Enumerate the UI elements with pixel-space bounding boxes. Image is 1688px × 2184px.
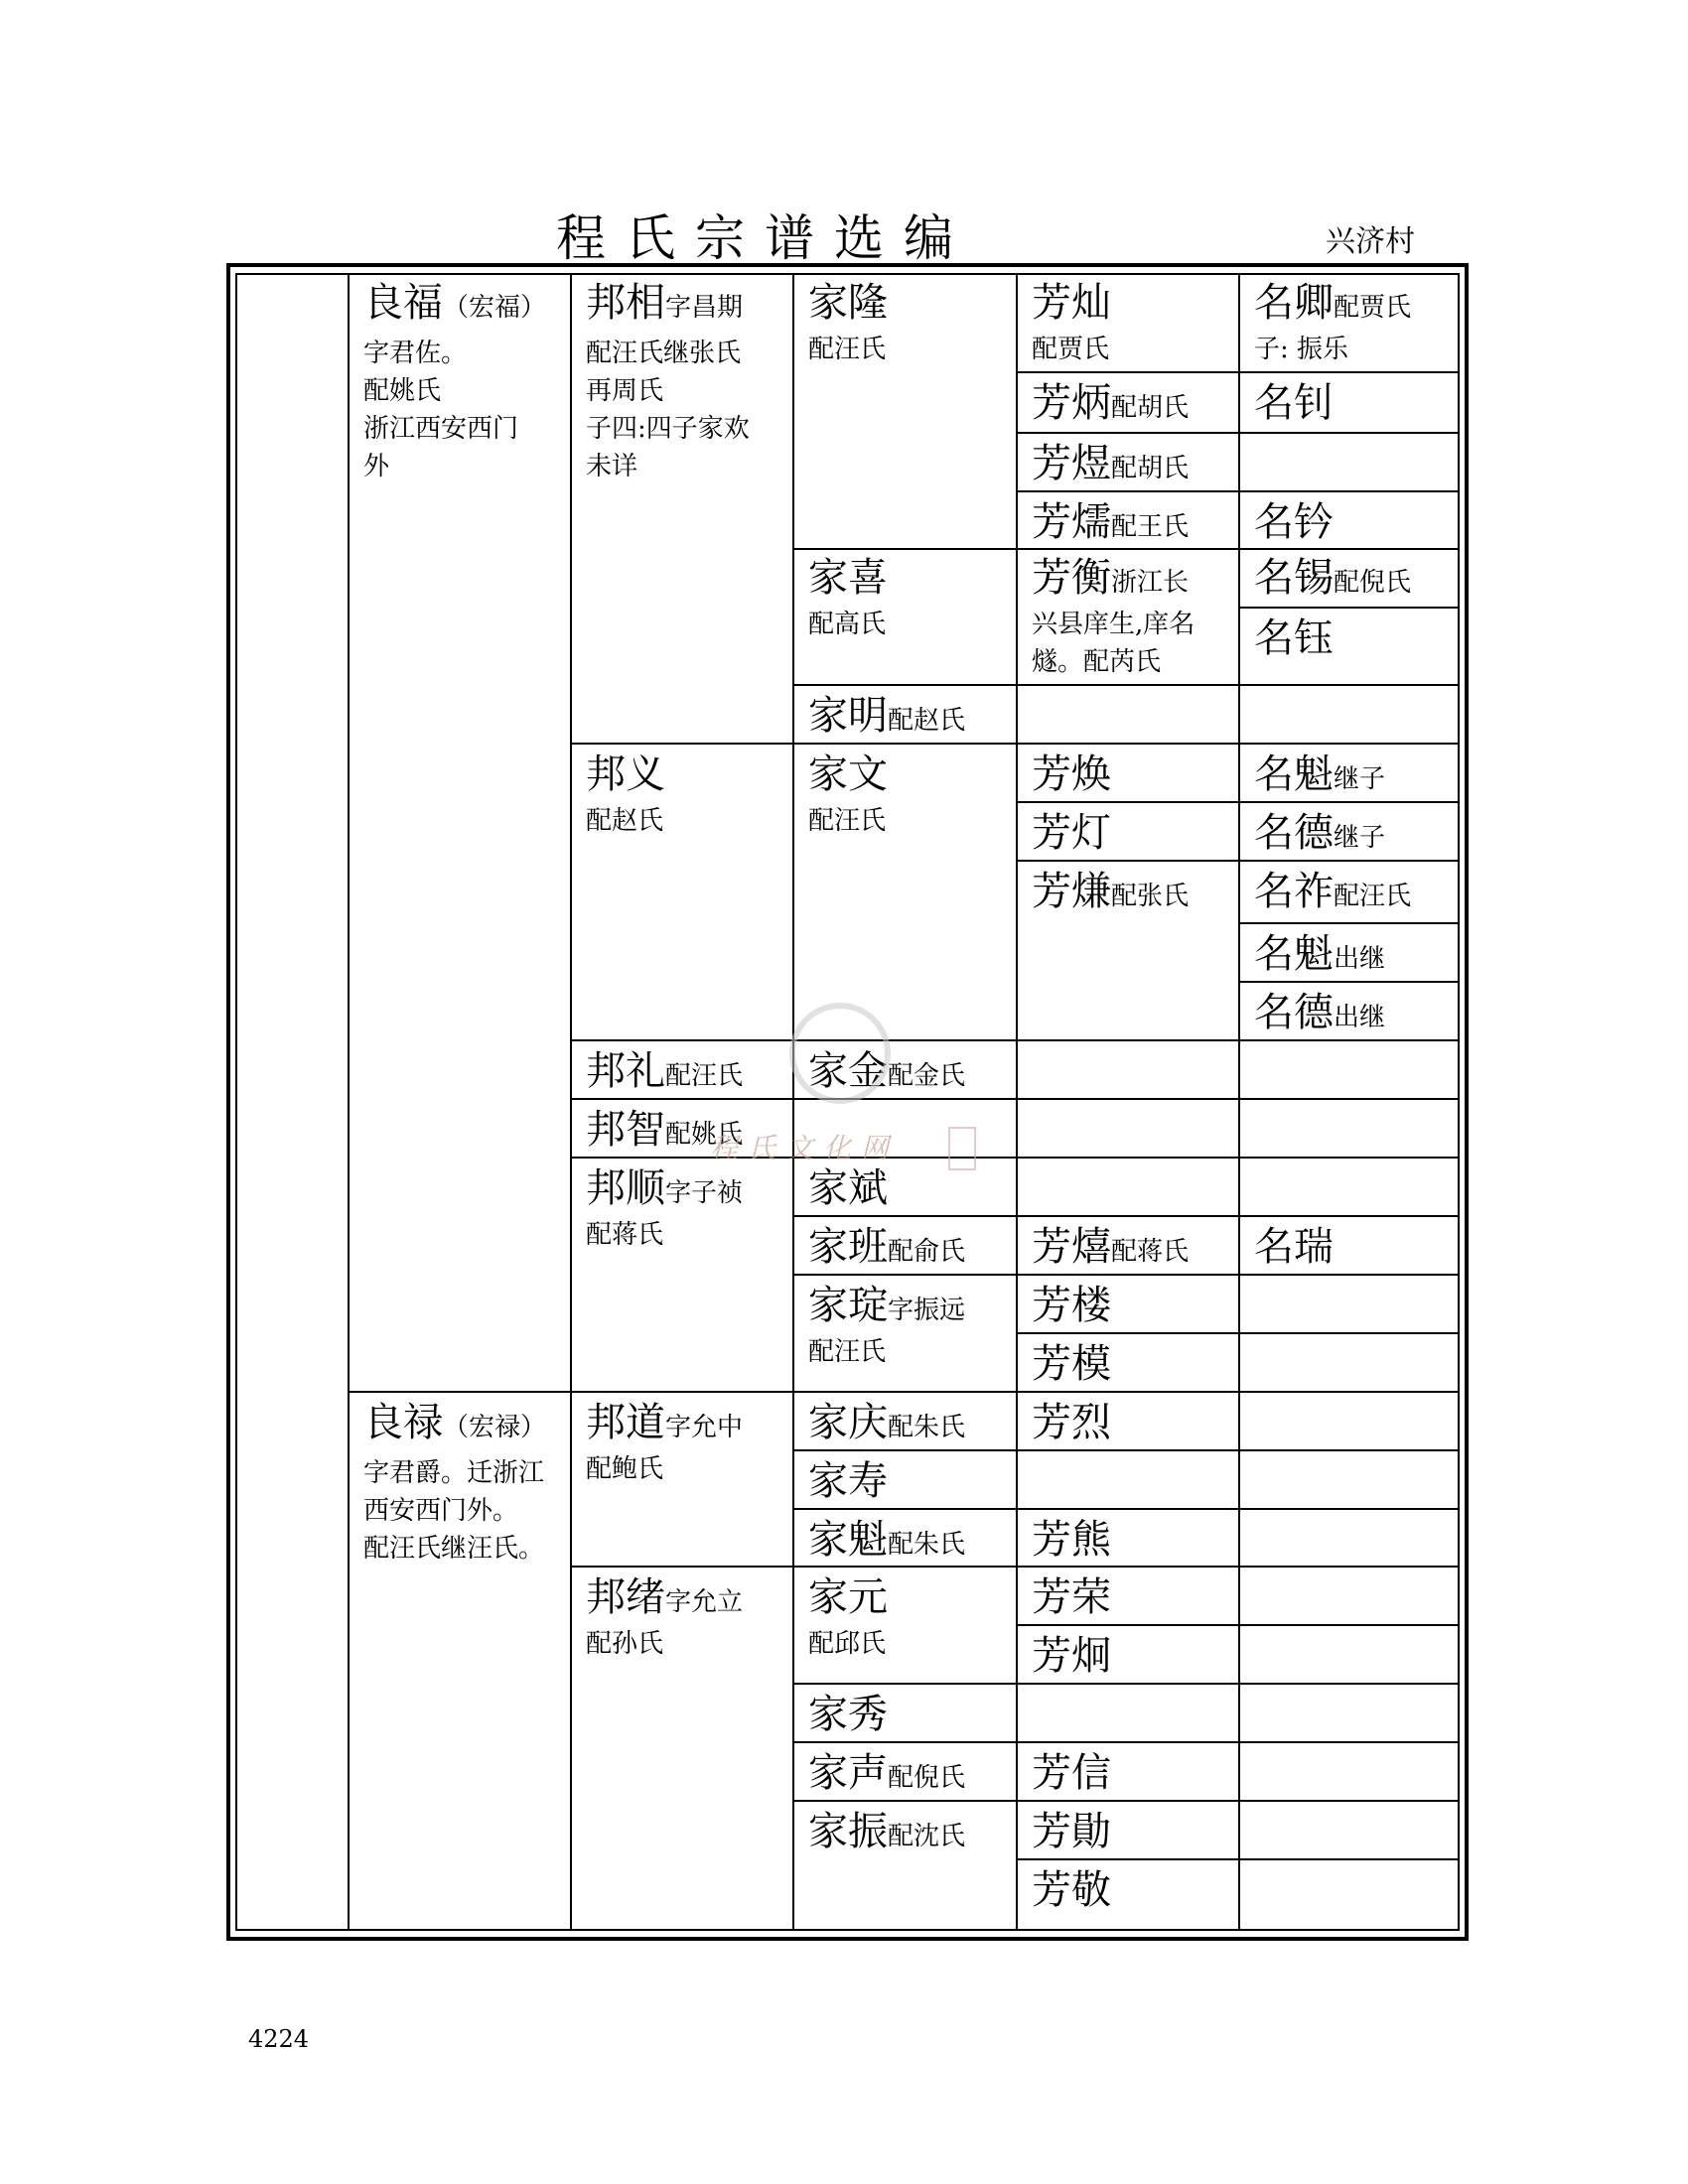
person-fangxiong bbox=[1032, 1517, 1111, 1563]
column-divider bbox=[570, 275, 572, 1929]
person-sub: 配胡氏 bbox=[1111, 454, 1190, 483]
person-sub: 字昌期 bbox=[665, 293, 744, 323]
person-note bbox=[808, 606, 886, 643]
person-liangfu bbox=[363, 280, 547, 326]
person-note bbox=[363, 335, 518, 485]
row-divider bbox=[570, 1098, 792, 1100]
note-line: 燧。配芮氏 bbox=[1032, 647, 1162, 677]
person-jiaban bbox=[808, 1224, 966, 1270]
person-name: 家庆 bbox=[808, 1400, 888, 1445]
person-mingyu bbox=[1254, 615, 1334, 661]
person-bangshun bbox=[586, 1165, 744, 1211]
person-fangdeng bbox=[1032, 810, 1111, 856]
person-note bbox=[808, 1625, 886, 1663]
person-jiaqing bbox=[808, 1400, 966, 1445]
person-name: 名魁 bbox=[1254, 751, 1334, 797]
person-name: 名锡 bbox=[1254, 555, 1334, 601]
person-fangrong bbox=[1032, 1574, 1111, 1620]
person-sub: 配姚氏 bbox=[665, 1120, 744, 1150]
person-sub: 出继 bbox=[1334, 1003, 1386, 1032]
note-line: 配蒋氏 bbox=[586, 1220, 664, 1250]
row-divider bbox=[792, 684, 1016, 686]
person-sub: 配胡氏 bbox=[1111, 393, 1190, 423]
person-jialong bbox=[808, 280, 888, 326]
person-name: 家班 bbox=[808, 1224, 888, 1270]
person-name: 邦绪 bbox=[586, 1574, 665, 1620]
row-divider bbox=[1016, 1800, 1460, 1802]
person-name: 芳熊 bbox=[1032, 1517, 1111, 1563]
row-divider bbox=[1016, 1391, 1460, 1393]
person-mingqing bbox=[1254, 280, 1412, 326]
row-divider bbox=[792, 1215, 1016, 1217]
row-divider bbox=[792, 1683, 1016, 1685]
note-line: 子四:四子家欢 bbox=[586, 414, 750, 444]
row-divider bbox=[1016, 1624, 1460, 1626]
person-bangxiang bbox=[586, 280, 744, 326]
note-line: 兴县庠生,庠名 bbox=[1032, 610, 1196, 639]
row-divider bbox=[570, 1391, 792, 1393]
row-divider bbox=[1016, 1449, 1460, 1451]
person-name: 家斌 bbox=[808, 1165, 888, 1211]
person-note bbox=[363, 1454, 544, 1568]
person-note bbox=[586, 1625, 663, 1663]
note-line: 配邱氏 bbox=[808, 1629, 887, 1659]
note-line: 配姚氏 bbox=[363, 376, 442, 406]
person-mingrui bbox=[1254, 1224, 1334, 1270]
row-divider bbox=[1016, 1039, 1460, 1041]
row-divider bbox=[792, 1566, 1016, 1568]
village-name: 兴济村 bbox=[1326, 224, 1415, 259]
person-name: 家秀 bbox=[808, 1692, 888, 1737]
row-divider bbox=[1016, 1741, 1460, 1743]
person-fangxin bbox=[1032, 1750, 1111, 1796]
watermark-logo bbox=[789, 1003, 891, 1104]
person-name: 芳炯 bbox=[1032, 1633, 1111, 1679]
person-jiading bbox=[808, 1283, 966, 1328]
person-name: 芳烈 bbox=[1032, 1400, 1111, 1445]
person-mingling bbox=[1254, 499, 1334, 545]
person-sub: 出继 bbox=[1334, 944, 1386, 974]
row-divider bbox=[792, 1508, 1016, 1510]
person-name: 家声 bbox=[808, 1750, 888, 1796]
row-divider bbox=[1016, 1683, 1460, 1685]
person-fanghuan bbox=[1032, 751, 1111, 797]
person-name: 芳荣 bbox=[1032, 1574, 1111, 1620]
person-bangli bbox=[586, 1048, 744, 1094]
person-sub: 配张氏 bbox=[1111, 882, 1190, 911]
person-name: 芳熑 bbox=[1032, 869, 1111, 914]
note-line: 配汪氏 bbox=[808, 1337, 887, 1367]
column-divider bbox=[792, 275, 794, 1929]
person-note bbox=[586, 802, 663, 840]
person-jiaming bbox=[808, 693, 966, 739]
person-mingde-adopted bbox=[1254, 810, 1386, 856]
person-name: 名祚 bbox=[1254, 869, 1334, 914]
row-divider bbox=[792, 1800, 1016, 1802]
watermark-seal bbox=[948, 1127, 976, 1170]
person-name: 名德 bbox=[1254, 990, 1334, 1035]
person-name: 家振 bbox=[808, 1809, 888, 1854]
row-divider bbox=[1016, 432, 1460, 434]
person-sub: 配赵氏 bbox=[888, 706, 966, 736]
person-name: 良福 bbox=[363, 280, 443, 326]
column-divider bbox=[1238, 275, 1240, 1929]
row-divider bbox=[1238, 607, 1460, 609]
person-sub: 配倪氏 bbox=[888, 1763, 966, 1793]
row-divider bbox=[1238, 981, 1460, 983]
person-name: 家喜 bbox=[808, 555, 888, 601]
person-name: 名钤 bbox=[1254, 499, 1334, 545]
person-sub: 字振远 bbox=[888, 1296, 966, 1325]
person-jiaxiu bbox=[808, 1692, 888, 1737]
row-divider bbox=[1016, 1215, 1460, 1217]
person-jiawen bbox=[808, 751, 888, 797]
row-divider bbox=[570, 1039, 792, 1041]
row-divider bbox=[792, 743, 1016, 745]
person-sub: 配蒋氏 bbox=[1111, 1237, 1190, 1267]
person-mingzhao bbox=[1254, 380, 1334, 426]
note-line: 配孙氏 bbox=[586, 1629, 664, 1659]
person-sub: 配王氏 bbox=[1111, 512, 1190, 542]
person-sub: 配朱氏 bbox=[888, 1413, 966, 1442]
person-name: 邦相 bbox=[586, 280, 665, 326]
person-name: 家明 bbox=[808, 693, 888, 739]
note-line: 西安西门外。 bbox=[363, 1496, 519, 1526]
person-note bbox=[808, 802, 886, 840]
note-line: 字君佐。 bbox=[363, 339, 468, 368]
person-fangjing bbox=[1032, 1867, 1111, 1913]
person-fanglou bbox=[1032, 1283, 1111, 1328]
person-name: 名钰 bbox=[1254, 615, 1334, 661]
person-sub: 配汪氏 bbox=[1334, 882, 1412, 911]
person-sub: 配俞氏 bbox=[888, 1237, 966, 1267]
person-fangxun bbox=[1032, 499, 1190, 545]
person-fanglian bbox=[1032, 869, 1190, 914]
row-divider bbox=[1016, 1508, 1460, 1510]
row-divider bbox=[1016, 548, 1460, 550]
person-fangxi bbox=[1032, 1224, 1190, 1270]
row-divider bbox=[1016, 743, 1460, 745]
row-divider bbox=[792, 1449, 1016, 1451]
person-jiashou bbox=[808, 1458, 888, 1504]
person-alias: （宏福） bbox=[443, 293, 547, 323]
person-jiaxi bbox=[808, 555, 888, 601]
person-mingkui-adopted bbox=[1254, 751, 1386, 797]
person-name: 名瑞 bbox=[1254, 1224, 1334, 1270]
note-line: 配鲍氏 bbox=[586, 1454, 664, 1484]
person-name: 芳炳 bbox=[1032, 380, 1111, 426]
row-divider bbox=[1016, 684, 1460, 686]
person-name: 芳勛 bbox=[1032, 1809, 1111, 1854]
note-line: 配贾氏 bbox=[1032, 335, 1110, 364]
person-note bbox=[586, 335, 750, 485]
row-divider bbox=[1016, 1332, 1460, 1334]
page-title: 程氏宗谱选编 bbox=[556, 209, 973, 267]
person-sub: 字子祯 bbox=[665, 1178, 744, 1208]
row-divider bbox=[792, 1741, 1016, 1743]
person-mingzuo bbox=[1254, 869, 1412, 914]
page-number: 4224 bbox=[248, 2025, 310, 2053]
person-name: 芳灯 bbox=[1032, 810, 1111, 856]
person-name: 家隆 bbox=[808, 280, 888, 326]
person-sub: 配倪氏 bbox=[1334, 568, 1412, 598]
row-divider bbox=[1016, 1858, 1460, 1860]
person-name: 家寿 bbox=[808, 1458, 888, 1504]
column-divider bbox=[1016, 275, 1018, 1929]
person-fangxu bbox=[1032, 1809, 1111, 1854]
person-name: 芳燸 bbox=[1032, 499, 1111, 545]
person-sub: 字允中 bbox=[665, 1413, 744, 1442]
person-jiabin bbox=[808, 1165, 888, 1211]
person-note bbox=[1032, 331, 1109, 368]
person-lianglu bbox=[363, 1400, 547, 1445]
note-line: 再周氏 bbox=[586, 376, 664, 406]
row-divider bbox=[1016, 801, 1460, 803]
note-line: 配高氏 bbox=[808, 610, 887, 639]
person-bangdao bbox=[586, 1400, 744, 1445]
person-name: 家元 bbox=[808, 1574, 888, 1620]
row-divider bbox=[1016, 490, 1460, 492]
person-name: 芳模 bbox=[1032, 1341, 1111, 1387]
person-note bbox=[586, 1450, 663, 1488]
person-name: 芳敬 bbox=[1032, 1867, 1111, 1913]
person-name: 邦道 bbox=[586, 1400, 665, 1445]
note-line: 配汪氏 bbox=[808, 806, 887, 836]
person-note bbox=[808, 1333, 886, 1371]
person-sub: 继子 bbox=[1334, 764, 1386, 794]
person-fangyu bbox=[1032, 441, 1190, 486]
person-jiayuan bbox=[808, 1574, 888, 1620]
note-line: 配汪氏 bbox=[808, 335, 887, 364]
row-divider bbox=[1016, 860, 1460, 862]
person-name: 芳灿 bbox=[1032, 280, 1111, 326]
person-name: 名魁 bbox=[1254, 931, 1334, 977]
row-divider bbox=[792, 1391, 1016, 1393]
note-line: 子: 振乐 bbox=[1254, 335, 1349, 364]
person-name: 邦礼 bbox=[586, 1048, 665, 1094]
row-divider bbox=[1016, 371, 1460, 373]
person-name: 家魁 bbox=[808, 1517, 888, 1563]
person-fangheng bbox=[1032, 555, 1190, 601]
row-divider bbox=[1238, 922, 1460, 924]
person-mingxi bbox=[1254, 555, 1412, 601]
person-note bbox=[808, 331, 886, 368]
person-name: 芳衡 bbox=[1032, 555, 1111, 601]
person-name: 芳焕 bbox=[1032, 751, 1111, 797]
person-name: 邦顺 bbox=[586, 1165, 665, 1211]
note-line: 浙江西安西门 bbox=[363, 414, 519, 444]
row-divider bbox=[1016, 1566, 1460, 1568]
person-fangbing bbox=[1032, 380, 1190, 426]
person-fangcan bbox=[1032, 280, 1111, 326]
person-alias: （宏禄） bbox=[443, 1413, 547, 1442]
person-note bbox=[1032, 606, 1195, 681]
column-divider bbox=[348, 275, 350, 1929]
row-divider bbox=[1016, 1098, 1460, 1100]
person-fanglie bbox=[1032, 1400, 1111, 1445]
person-name: 家文 bbox=[808, 751, 888, 797]
row-divider bbox=[570, 743, 792, 745]
row-divider bbox=[1016, 1157, 1460, 1159]
note-line: 配汪氏继汪氏。 bbox=[363, 1534, 545, 1564]
person-name: 名卿 bbox=[1254, 280, 1334, 326]
person-note bbox=[1254, 331, 1348, 368]
person-name: 名德 bbox=[1254, 810, 1334, 856]
person-name: 名钊 bbox=[1254, 380, 1334, 426]
person-name: 邦智 bbox=[586, 1107, 665, 1153]
person-name: 邦义 bbox=[586, 751, 665, 797]
person-name: 芳熺 bbox=[1032, 1224, 1111, 1270]
watermark-text: 程氏文化网 bbox=[710, 1132, 900, 1164]
person-sub: 配汪氏 bbox=[665, 1061, 744, 1091]
person-name: 良禄 bbox=[363, 1400, 443, 1445]
person-mingde-out bbox=[1254, 990, 1386, 1035]
person-name: 芳楼 bbox=[1032, 1283, 1111, 1328]
row-divider bbox=[348, 1391, 570, 1393]
person-note bbox=[586, 1216, 663, 1254]
row-divider bbox=[792, 548, 1016, 550]
person-mingkui-out bbox=[1254, 931, 1386, 977]
person-name: 芳煜 bbox=[1032, 441, 1111, 486]
note-line: 未详 bbox=[586, 452, 638, 481]
person-sub: 配金氏 bbox=[888, 1061, 966, 1091]
person-jiazhen bbox=[808, 1809, 966, 1854]
person-sub: 字允立 bbox=[665, 1587, 744, 1617]
person-name: 芳信 bbox=[1032, 1750, 1111, 1796]
person-name: 家金 bbox=[808, 1048, 888, 1094]
person-jiakui bbox=[808, 1517, 966, 1563]
row-divider bbox=[570, 1566, 792, 1568]
note-line: 配赵氏 bbox=[586, 806, 664, 836]
row-divider bbox=[1016, 1274, 1460, 1276]
person-name: 家琔 bbox=[808, 1283, 888, 1328]
person-sub: 配贾氏 bbox=[1334, 293, 1412, 323]
person-fangjiong bbox=[1032, 1633, 1111, 1679]
person-bangyi bbox=[586, 751, 665, 797]
person-jiasheng bbox=[808, 1750, 966, 1796]
note-line: 外 bbox=[363, 452, 390, 481]
row-divider bbox=[792, 1274, 1016, 1276]
person-sub: 浙江长 bbox=[1111, 568, 1190, 598]
note-line: 字君爵。迁浙江 bbox=[363, 1458, 545, 1488]
person-bangxu bbox=[586, 1574, 744, 1620]
person-sub: 配朱氏 bbox=[888, 1530, 966, 1560]
person-fangmo bbox=[1032, 1341, 1111, 1387]
note-line: 配汪氏继张氏 bbox=[586, 339, 742, 368]
person-sub: 继子 bbox=[1334, 823, 1386, 853]
person-sub: 配沈氏 bbox=[888, 1822, 966, 1851]
